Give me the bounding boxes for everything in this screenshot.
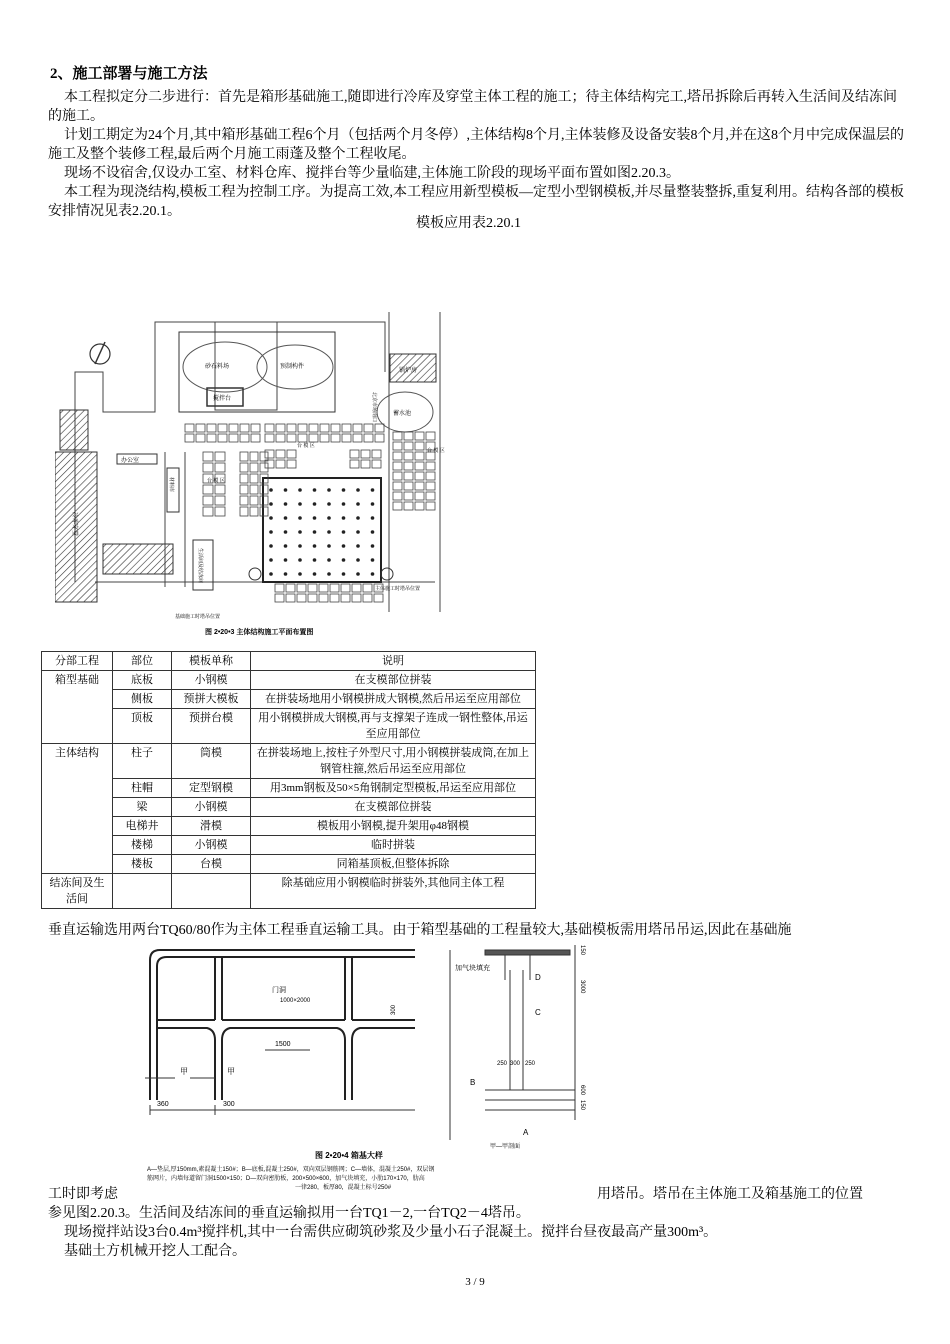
column-dot <box>371 572 375 576</box>
table-cell: 顶板 <box>113 709 172 744</box>
column-dot <box>269 516 273 520</box>
stack-top-label: 台 模 区 <box>297 443 315 449</box>
formwork-stack <box>352 594 361 602</box>
formwork-stack <box>196 424 205 432</box>
formwork-stack <box>363 594 372 602</box>
formwork-stack <box>276 460 285 468</box>
formwork-stack <box>215 496 225 505</box>
formwork-stack <box>341 594 350 602</box>
column-dot <box>284 544 288 548</box>
label-b: B <box>470 1078 476 1087</box>
table-cell: 小钢模 <box>172 798 251 817</box>
formwork-stack <box>404 482 413 490</box>
formwork-stack <box>331 434 340 442</box>
column-grid <box>269 488 374 576</box>
table-cell: 预拼台模 <box>172 709 251 744</box>
formwork-stack <box>320 434 329 442</box>
dimension: 150 <box>579 945 585 956</box>
formwork-stack <box>393 452 402 460</box>
formwork-stack <box>426 432 435 440</box>
table-cell: 筒模 <box>172 744 251 779</box>
formwork-stack <box>286 594 295 602</box>
table-row <box>42 690 536 709</box>
column-dot <box>269 488 273 492</box>
column-dot <box>298 502 302 506</box>
crane-main-label: 主体施工时塔吊位置 <box>375 586 421 592</box>
column-dot <box>313 530 317 534</box>
formwork-stack <box>196 434 205 442</box>
column-dot <box>298 516 302 520</box>
table-cell: 楼板 <box>113 855 172 874</box>
boiler-label: 锅炉房 <box>399 368 418 374</box>
column-dot <box>371 530 375 534</box>
formwork-stack <box>372 450 381 458</box>
figure-caption: 图 2•20•4 箱基大样 <box>315 1151 383 1160</box>
warehouse-label: 材料库 <box>168 477 174 493</box>
label-c: C <box>535 1008 541 1017</box>
formwork-stack <box>404 472 413 480</box>
formwork-stack <box>265 450 274 458</box>
paragraph: 现场搅拌站设3台0.4m³搅拌机,其中一台需供应砌筑砂浆及少量小石子混凝土。搅拌台昼夜最高产量300m³。 <box>64 1225 718 1240</box>
table-row <box>42 709 536 744</box>
formwork-stack <box>361 450 370 458</box>
label-a: A <box>523 1128 529 1137</box>
formwork-stack <box>240 474 248 483</box>
column-dot <box>298 558 302 562</box>
paragraph-block <box>48 1223 908 1261</box>
paragraph: 计划工期定为24个月,其中箱形基础工程6个月（包括两个月冬停）,主体结构8个月,主体装修及设备安装8个月,并在这8个月中完成保温层的施工及整个装修工程,最后两个月施工雨蓬及整个工程收尾。 <box>48 128 904 162</box>
column-dot <box>327 544 331 548</box>
formwork-stack <box>185 424 194 432</box>
formwork-stack <box>250 452 258 461</box>
formwork-stack <box>363 584 372 592</box>
formwork-stack <box>251 424 260 432</box>
table-cell: 梁 <box>113 798 172 817</box>
formwork-stack <box>415 442 424 450</box>
column-dot <box>342 488 346 492</box>
section-mark: 甲 <box>180 1067 188 1076</box>
formwork-stack <box>353 424 362 432</box>
column-dot <box>298 572 302 576</box>
column-dot <box>284 530 288 534</box>
site-plan-drawing <box>55 312 453 642</box>
column-dot <box>269 558 273 562</box>
table-row <box>42 874 536 909</box>
column-dot <box>342 530 346 534</box>
formwork-stack <box>298 434 307 442</box>
formwork-stack <box>375 434 384 442</box>
formwork-stack <box>331 424 340 432</box>
formwork-stack <box>250 485 258 494</box>
column-dot <box>342 572 346 576</box>
formwork-stack <box>415 472 424 480</box>
column-dot <box>269 530 273 534</box>
label-d: D <box>535 973 541 982</box>
formwork-stack <box>393 462 402 470</box>
formwork-stack <box>415 452 424 460</box>
column-dot <box>284 502 288 506</box>
formwork-stack <box>215 507 225 516</box>
dimension: 150 <box>579 1100 585 1111</box>
paragraph: 垂直运输选用两台TQ60/80作为主体工程垂直运输工具。由于箱型基础的工程量较大,基础模板需用塔吊吊运,因此在基础施 <box>48 923 792 938</box>
table-cell: 小钢模 <box>172 671 251 690</box>
formwork-stack <box>308 584 317 592</box>
north-arrow-icon <box>90 342 110 364</box>
column-dot <box>371 558 375 562</box>
paragraph: 现场不设宿舍,仅设办工室、材料仓库、搅拌台等少量临建,主体施工阶段的现场平面布置如图2.20.3。 <box>64 166 680 181</box>
column-dot <box>284 488 288 492</box>
formwork-stack <box>240 496 248 505</box>
formwork-stack <box>415 502 424 510</box>
formwork-stack <box>393 492 402 500</box>
column-dot <box>371 516 375 520</box>
formwork-stack <box>215 452 225 461</box>
formwork-stack <box>319 584 328 592</box>
formwork-stack <box>218 434 227 442</box>
road-label: 北京市场南口 <box>371 392 377 423</box>
formwork-stack <box>203 452 213 461</box>
column-dot <box>313 572 317 576</box>
column-dot <box>313 488 317 492</box>
formwork-stack <box>426 462 435 470</box>
group-cell: 箱型基础 <box>42 671 113 744</box>
table-cell: 在拼装场地用小钢模拼成大钢模,然后吊运至应用部位 <box>251 690 536 709</box>
formwork-stack <box>309 424 318 432</box>
formwork-stack <box>207 434 216 442</box>
formwork-stack <box>215 463 225 472</box>
formwork-stack <box>350 460 359 468</box>
formwork-stack <box>404 502 413 510</box>
formwork-stack <box>341 584 350 592</box>
column-dot <box>356 516 360 520</box>
column-dot <box>327 572 331 576</box>
column-dot <box>327 502 331 506</box>
column-dot <box>356 530 360 534</box>
tower-crane-icon <box>249 568 261 580</box>
formwork-stack <box>426 482 435 490</box>
table-row <box>42 671 536 690</box>
column-dot <box>342 544 346 548</box>
column-dot <box>342 502 346 506</box>
column-dot <box>342 516 346 520</box>
tower-crane-icon <box>381 568 393 580</box>
formwork-stack <box>297 594 306 602</box>
mixer-label: 搅拌台 <box>213 396 232 402</box>
formwork-stack <box>330 584 339 592</box>
table-header-cell: 分部工程 <box>42 652 113 671</box>
site-plan-figure <box>55 312 453 642</box>
formwork-stack <box>415 492 424 500</box>
formwork-stack <box>364 434 373 442</box>
stack-right-label: 台 模 区 <box>427 448 445 454</box>
formwork-stacks <box>185 424 435 602</box>
table-row <box>42 798 536 817</box>
table-caption: 模板应用表2.20.1 <box>416 216 521 231</box>
formwork-stack <box>404 452 413 460</box>
formwork-stack <box>207 424 216 432</box>
formwork-stack <box>364 424 373 432</box>
formwork-stack <box>250 507 258 516</box>
formwork-stack <box>350 450 359 458</box>
column-dot <box>269 572 273 576</box>
table-header-cell: 模板单称 <box>172 652 251 671</box>
formwork-stack <box>353 434 362 442</box>
stack-left-label: 台 模 区 <box>207 478 225 484</box>
formwork-stack <box>275 584 284 592</box>
page-number: 3 / 9 <box>465 1276 485 1288</box>
door-label: 门洞 <box>272 987 286 994</box>
formwork-stack <box>393 432 402 440</box>
formwork-stack <box>229 434 238 442</box>
formwork-stack <box>330 594 339 602</box>
formwork-stack <box>404 442 413 450</box>
section-heading: 2、施工部署与施工方法 <box>50 66 208 82</box>
dimension: 300 <box>510 1061 521 1067</box>
column-dot <box>327 488 331 492</box>
column-dot <box>356 544 360 548</box>
formwork-stack <box>275 594 284 602</box>
table-cell: 小钢模 <box>172 836 251 855</box>
dimension: 600 <box>579 1085 585 1096</box>
column-dot <box>269 502 273 506</box>
formwork-stack <box>308 594 317 602</box>
column-dot <box>371 488 375 492</box>
formwork-stack <box>393 472 402 480</box>
formwork-stack <box>404 492 413 500</box>
precast-label: 预制构件 <box>280 364 305 370</box>
column-dot <box>356 488 360 492</box>
dimension: 300 <box>223 1101 235 1108</box>
table-cell: 楼梯 <box>113 836 172 855</box>
formwork-table <box>41 651 536 909</box>
sand-label: 砂石料场 <box>205 364 230 370</box>
formwork-stack <box>374 594 383 602</box>
formwork-stack <box>276 450 285 458</box>
box-foundation-figure <box>145 940 595 1190</box>
column-dot <box>371 502 375 506</box>
dorm-label: 冷库穿堂 <box>71 512 77 537</box>
table-cell: 柱子 <box>113 744 172 779</box>
table-cell: 滑模 <box>172 817 251 836</box>
column-dot <box>284 558 288 562</box>
column-dot <box>327 516 331 520</box>
column-dot <box>356 572 360 576</box>
formwork-stack <box>265 434 274 442</box>
table-cell <box>172 874 251 909</box>
dimension: 300 <box>391 1004 397 1015</box>
figure-caption: 图 2•20•3 主体结构施工平面布置图 <box>205 629 314 636</box>
paragraph: 基础土方机械开挖人工配合。 <box>64 1244 246 1259</box>
door-size: 1000×2000 <box>280 998 311 1004</box>
table-cell: 柱帽 <box>113 779 172 798</box>
column-dot <box>313 544 317 548</box>
column-dot <box>284 572 288 576</box>
living-label: 生活间及结冻间 <box>197 548 203 584</box>
formwork-stack <box>393 482 402 490</box>
formwork-stack <box>250 463 258 472</box>
table-cell: 模板用小钢模,提升架用φ48钢模 <box>251 817 536 836</box>
table-cell <box>113 874 172 909</box>
column-dot <box>313 502 317 506</box>
formwork-stack <box>404 462 413 470</box>
formwork-stack <box>287 424 296 432</box>
table-cell: 用3mm钢板及50×5角钢制定型模板,吊运至应用部位 <box>251 779 536 798</box>
formwork-stack <box>361 460 370 468</box>
formwork-stack <box>260 463 268 472</box>
formwork-stack <box>276 434 285 442</box>
column-dot <box>298 488 302 492</box>
table-cell: 在拼装场地上,按柱子外型尺寸,用小钢模拼装成筒,在加上钢管柱箍,然后吊运至应用部位 <box>251 744 536 779</box>
section-mark: 甲 <box>227 1067 235 1076</box>
table-header-cell: 部位 <box>113 652 172 671</box>
figure-note: 一律280，板厚80，混凝土标号250# <box>295 1185 392 1190</box>
formwork-stack <box>240 463 248 472</box>
table-row <box>42 744 536 779</box>
formwork-stack <box>415 462 424 470</box>
column-dot <box>313 516 317 520</box>
table-cell: 台模 <box>172 855 251 874</box>
formwork-stack <box>297 584 306 592</box>
column-dot <box>298 544 302 548</box>
table-header-cell: 说明 <box>251 652 536 671</box>
office-label: 办公室 <box>121 458 140 464</box>
table-row <box>42 836 536 855</box>
formwork-stack <box>203 485 213 494</box>
formwork-stack <box>415 432 424 440</box>
formwork-stack <box>185 434 194 442</box>
table-row <box>42 779 536 798</box>
formwork-stack <box>215 485 225 494</box>
box-foundation-drawing <box>145 940 595 1190</box>
formwork-stack <box>276 424 285 432</box>
table-cell: 临时拼装 <box>251 836 536 855</box>
paragraph: 本工程为现浇结构,模板工程为控制工序。为提高工效,本工程应用新型模板—定型小型钢模板,并尽量整装整拆,重复利用。结构各部的模板安排情况见表2.20.1。 <box>48 185 904 219</box>
paragraph-fragment: 工时即考虑 <box>48 1187 118 1202</box>
paragraph: 参见图2.20.3。生活间及结冻间的垂直运输拟用一台TQ1－2,一台TQ2－4塔吊。 <box>48 1206 530 1221</box>
table-cell: 在支模部位拼装 <box>251 798 536 817</box>
table-row <box>42 855 536 874</box>
formwork-stack <box>240 452 248 461</box>
formwork-stack <box>203 507 213 516</box>
column-dot <box>371 544 375 548</box>
formwork-stack <box>265 424 274 432</box>
formwork-stack <box>203 463 213 472</box>
formwork-stack <box>203 496 213 505</box>
table-cell: 除基础应用小钢模临时拼装外,其他同主体工程 <box>251 874 536 909</box>
formwork-stack <box>250 496 258 505</box>
dimension: 3000 <box>579 980 585 994</box>
group-cell: 主体结构 <box>42 744 113 874</box>
column-dot <box>356 558 360 562</box>
formwork-stack <box>404 432 413 440</box>
table-cell: 电梯井 <box>113 817 172 836</box>
table-cell: 在支模部位拼装 <box>251 671 536 690</box>
column-dot <box>356 502 360 506</box>
paragraph: 本工程拟定分二步进行：首先是箱形基础施工,随即进行冷库及穿堂主体工程的施工；待主体结构完工,塔吊拆除后再转入生活间及结冻间的施工。 <box>48 90 897 124</box>
paragraph-fragment: 用塔吊。塔吊在主体施工及箱基施工的位置 <box>597 1187 863 1202</box>
table-cell: 侧板 <box>113 690 172 709</box>
table-cell: 预拼大模板 <box>172 690 251 709</box>
formwork-stack <box>286 584 295 592</box>
dimension: 1500 <box>275 1041 291 1048</box>
formwork-stack <box>426 472 435 480</box>
formwork-stack <box>240 434 249 442</box>
dimension: 250 <box>497 1061 508 1067</box>
crane-base-label: 基础施工时塔吊位置 <box>175 614 221 620</box>
column-dot <box>298 530 302 534</box>
formwork-stack <box>375 424 384 432</box>
column-dot <box>284 516 288 520</box>
table-row <box>42 817 536 836</box>
section-label: 甲—甲剖面 <box>490 1144 521 1150</box>
intro-paragraphs <box>48 88 908 221</box>
formwork-stack <box>287 434 296 442</box>
figure-note: A—垫层,厚150mm,素混凝土150#；B—底板,混凝土250#，双向双层钢筋网；C—墙体，混凝土250#，双层钢 <box>147 1167 435 1173</box>
table-header-row <box>42 652 536 671</box>
formwork-stack <box>240 485 248 494</box>
table-cell: 用小钢模拼成大钢模,再与支撑架子连成一钢性整体,吊运至应用部位 <box>251 709 536 744</box>
formwork-stack <box>393 442 402 450</box>
table-cell: 底板 <box>113 671 172 690</box>
column-dot <box>342 558 346 562</box>
table-cell: 同箱基顶板,但整体拆除 <box>251 855 536 874</box>
column-dot <box>327 530 331 534</box>
formwork-stack <box>218 424 227 432</box>
formwork-stack <box>320 424 329 432</box>
formwork-stack <box>229 424 238 432</box>
formwork-stack <box>298 424 307 432</box>
table-cell: 定型钢模 <box>172 779 251 798</box>
formwork-stack <box>251 434 260 442</box>
formwork-stack <box>415 482 424 490</box>
dimension: 360 <box>157 1101 169 1108</box>
column-dot <box>269 544 273 548</box>
formwork-stack <box>319 594 328 602</box>
formwork-stack <box>240 507 248 516</box>
figure-note: 筋网片，内墙每道留门洞1500×150；D—双向密肋板，200×500×600，加气块填充，小肋170×170，肋高 <box>147 1176 425 1182</box>
formwork-stack <box>250 474 258 483</box>
group-cell: 结冻间及生活间 <box>42 874 113 909</box>
dimension: 250 <box>525 1061 536 1067</box>
formwork-stack <box>342 424 351 432</box>
formwork-stack <box>287 450 296 458</box>
formwork-stack <box>426 492 435 500</box>
fill-label: 加气块填充 <box>455 965 490 972</box>
formwork-stack <box>372 460 381 468</box>
formwork-stack <box>426 502 435 510</box>
formwork-stack <box>342 434 351 442</box>
formwork-stack <box>240 424 249 432</box>
column-dot <box>313 558 317 562</box>
formwork-stack <box>352 584 361 592</box>
column-dot <box>327 558 331 562</box>
formwork-stack <box>309 434 318 442</box>
pool-label: 蓄水池 <box>393 411 412 417</box>
formwork-stack <box>393 502 402 510</box>
formwork-stack <box>287 460 296 468</box>
